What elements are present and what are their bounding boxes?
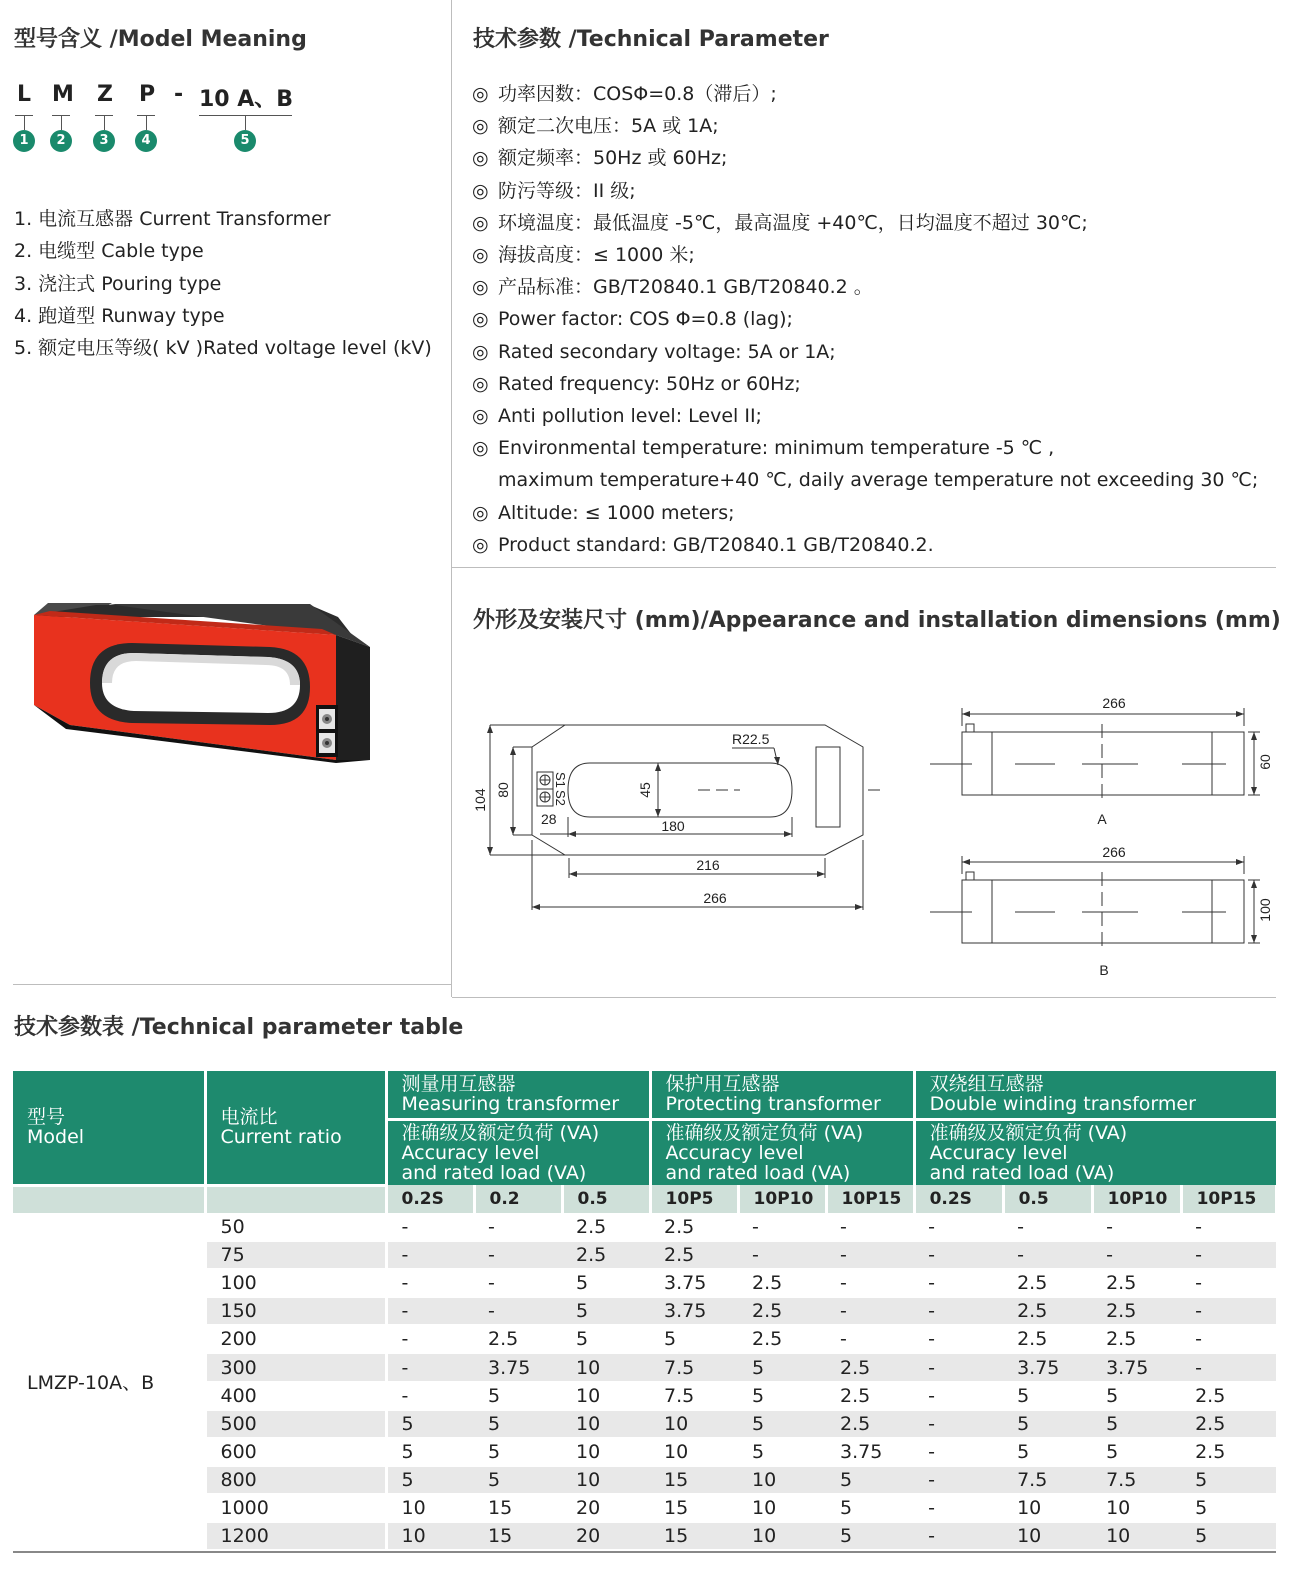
value-cell: 2.5 xyxy=(826,1382,914,1410)
code-connector xyxy=(24,115,25,130)
header-accuracy: 准确级及额定负荷 (VA) Accuracy level and rated load (VA) xyxy=(650,1119,914,1185)
value-cell: 3.75 xyxy=(1092,1353,1181,1381)
parameter-list xyxy=(472,78,1258,561)
dim-label: 28 xyxy=(541,811,557,827)
list-item: 5. 额定电压等级( kV )Rated voltage level (kV) xyxy=(14,337,432,360)
value-cell: 10 xyxy=(738,1494,826,1522)
model-cell: LMZP-10A、B xyxy=(13,1213,205,1550)
value-cell: - xyxy=(1181,1325,1276,1353)
value-cell: 10 xyxy=(650,1410,738,1438)
value-cell: 7.5 xyxy=(650,1353,738,1381)
value-cell: - xyxy=(826,1297,914,1325)
value-cell: 10 xyxy=(650,1438,738,1466)
value-cell: - xyxy=(386,1382,474,1410)
value-cell: 10 xyxy=(562,1466,650,1494)
code-connector xyxy=(61,115,62,130)
value-cell: - xyxy=(474,1241,562,1269)
bullet-icon: ◎ xyxy=(472,405,489,428)
value-cell: - xyxy=(738,1241,826,1269)
bullet-icon: ◎ xyxy=(472,308,489,331)
value-cell: - xyxy=(914,1410,1003,1438)
value-cell: 5 xyxy=(738,1382,826,1410)
model-meaning-list xyxy=(14,203,432,364)
subheader-blank xyxy=(205,1185,386,1213)
bullet-icon: ◎ xyxy=(472,83,489,105)
value-cell: 5 xyxy=(738,1353,826,1381)
value-cell: 3.75 xyxy=(650,1269,738,1297)
value-cell: 15 xyxy=(650,1522,738,1550)
value-cell: 5 xyxy=(562,1269,650,1297)
value-cell: 3.75 xyxy=(474,1353,562,1381)
value-cell: 2.5 xyxy=(1181,1438,1276,1466)
value-cell: 2.5 xyxy=(1003,1269,1092,1297)
list-item: ◎ Altitude: ≤ 1000 meters; xyxy=(472,497,1258,529)
value-cell: - xyxy=(1181,1297,1276,1325)
header-protecting: 保护用互感器 Protecting transformer xyxy=(650,1071,914,1119)
value-cell: - xyxy=(474,1297,562,1325)
bullet-icon: ◎ xyxy=(472,533,489,556)
value-cell: 2.5 xyxy=(826,1353,914,1381)
code-letter: P xyxy=(139,82,156,107)
code-connector xyxy=(104,115,105,130)
value-cell: 15 xyxy=(474,1522,562,1550)
value-cell: - xyxy=(914,1353,1003,1381)
ratio-cell: 75 xyxy=(205,1241,386,1269)
product-image xyxy=(20,595,380,770)
code-letter: M xyxy=(52,82,74,107)
view-label: B xyxy=(1099,962,1109,978)
value-cell: 5 xyxy=(386,1410,474,1438)
section-divider xyxy=(452,997,1276,998)
value-cell: - xyxy=(914,1494,1003,1522)
subheader-cell: 10P15 xyxy=(1181,1185,1276,1213)
index-circle: 3 xyxy=(93,130,115,152)
value-cell: 5 xyxy=(1092,1438,1181,1466)
code-letter: Z xyxy=(97,82,113,107)
value-cell: - xyxy=(914,1297,1003,1325)
bullet-icon: ◎ xyxy=(472,179,489,202)
value-cell: - xyxy=(914,1213,1003,1241)
list-item: ◎ Anti pollution level: Level II; xyxy=(472,400,1258,432)
value-cell: 5 xyxy=(474,1438,562,1466)
model-meaning-title: 型号含义 /Model Meaning xyxy=(14,27,307,52)
index-circle: 1 xyxy=(13,130,35,152)
ratio-cell: 300 xyxy=(205,1353,386,1381)
value-cell: - xyxy=(914,1382,1003,1410)
table-row xyxy=(13,1213,1276,1241)
dim-label: 60 xyxy=(1257,754,1273,770)
value-cell: 10 xyxy=(738,1466,826,1494)
view-label: A xyxy=(1097,811,1107,827)
dim-label: 266 xyxy=(703,890,727,906)
code-letter: - xyxy=(174,82,184,107)
section-divider xyxy=(452,567,1276,568)
value-cell: 5 xyxy=(1003,1410,1092,1438)
value-cell: 5 xyxy=(562,1297,650,1325)
terminal-block xyxy=(816,747,840,827)
value-cell: 5 xyxy=(562,1325,650,1353)
bullet-icon: ◎ xyxy=(472,244,489,267)
code-letter: 10 A、B xyxy=(199,87,294,112)
front-outline xyxy=(532,725,863,855)
subheader-cell: 10P5 xyxy=(650,1185,738,1213)
subheader-cell: 10P10 xyxy=(738,1185,826,1213)
bullet-icon: ◎ xyxy=(472,115,489,138)
ratio-cell: 100 xyxy=(205,1269,386,1297)
section-divider xyxy=(13,984,451,985)
value-cell: 10 xyxy=(386,1522,474,1550)
value-cell: 7.5 xyxy=(650,1382,738,1410)
value-cell: 5 xyxy=(474,1466,562,1494)
bullet-icon: ◎ xyxy=(472,147,489,170)
value-cell: - xyxy=(1181,1269,1276,1297)
list-item: 4. 跑道型 Runway type xyxy=(14,304,225,327)
value-cell: - xyxy=(914,1438,1003,1466)
value-cell: 2.5 xyxy=(1092,1325,1181,1353)
value-cell: - xyxy=(386,1241,474,1269)
table-bottom-rule xyxy=(13,1551,1276,1553)
list-item-continuation: maximum temperature+40 ℃, daily average temperature not exceeding 30 ℃; xyxy=(498,469,1259,492)
value-cell: - xyxy=(738,1213,826,1241)
list-item: ◎ 额定二次电压：5A 或 1A; xyxy=(472,110,1258,142)
code-connector xyxy=(245,115,246,130)
subheader-cell: 10P10 xyxy=(1092,1185,1181,1213)
subheader-cell: 0.5 xyxy=(1003,1185,1092,1213)
value-cell: 2.5 xyxy=(1181,1382,1276,1410)
list-item: ◎ Environmental temperature: minimum temperature -5 ℃ , xyxy=(472,432,1258,464)
value-cell: 10 xyxy=(386,1494,474,1522)
value-cell: - xyxy=(914,1325,1003,1353)
value-cell: - xyxy=(386,1213,474,1241)
value-cell: 10 xyxy=(562,1382,650,1410)
header-double: 双绕组互感器 Double winding transformer xyxy=(914,1071,1276,1119)
header-accuracy: 准确级及额定负荷 (VA) Accuracy level and rated load (VA) xyxy=(914,1119,1276,1185)
dimension-drawing xyxy=(470,690,1290,985)
ratio-cell: 600 xyxy=(205,1438,386,1466)
subheader-cell: 10P15 xyxy=(826,1185,914,1213)
value-cell: - xyxy=(914,1466,1003,1494)
subheader-cell: 0.2S xyxy=(386,1185,474,1213)
value-cell: 2.5 xyxy=(562,1213,650,1241)
value-cell: 20 xyxy=(562,1494,650,1522)
value-cell: 2.5 xyxy=(474,1325,562,1353)
value-cell: 5 xyxy=(826,1494,914,1522)
value-cell: - xyxy=(1003,1213,1092,1241)
table-title: 技术参数表 /Technical parameter table xyxy=(14,1015,464,1040)
value-cell: - xyxy=(1092,1213,1181,1241)
value-cell: - xyxy=(386,1353,474,1381)
column-divider xyxy=(451,0,452,997)
value-cell: 3.75 xyxy=(826,1438,914,1466)
list-item: 2. 电缆型 Cable type xyxy=(14,240,204,263)
dim-label: 216 xyxy=(696,857,720,873)
code-letter: L xyxy=(17,82,32,107)
index-circle: 5 xyxy=(234,130,256,152)
dim-label: 100 xyxy=(1257,898,1273,922)
list-item: ◎ Rated frequency: 50Hz or 60Hz; xyxy=(472,368,1258,400)
bullet-icon: ◎ xyxy=(472,276,489,299)
list-item: ◎ Rated secondary voltage: 5A or 1A; xyxy=(472,336,1258,368)
value-cell: 2.5 xyxy=(562,1241,650,1269)
terminal-label: S1 xyxy=(553,772,568,788)
dim-label: 266 xyxy=(1102,844,1126,860)
value-cell: 5 xyxy=(474,1382,562,1410)
value-cell: 5 xyxy=(1092,1382,1181,1410)
index-circle: 2 xyxy=(50,130,72,152)
value-cell: - xyxy=(826,1213,914,1241)
value-cell: 5 xyxy=(474,1410,562,1438)
value-cell: 2.5 xyxy=(1181,1410,1276,1438)
list-item: 3. 浇注式 Pouring type xyxy=(14,272,222,295)
value-cell: 5 xyxy=(386,1438,474,1466)
value-cell: 3.75 xyxy=(650,1297,738,1325)
ratio-cell: 1200 xyxy=(205,1522,386,1550)
value-cell: 10 xyxy=(1092,1522,1181,1550)
bullet-icon: ◎ xyxy=(472,372,489,395)
ratio-cell: 150 xyxy=(205,1297,386,1325)
terminal-label: S2 xyxy=(553,790,568,806)
value-cell: 10 xyxy=(562,1410,650,1438)
value-cell: 20 xyxy=(562,1522,650,1550)
value-cell: 5 xyxy=(1003,1438,1092,1466)
value-cell: - xyxy=(914,1522,1003,1550)
value-cell: 2.5 xyxy=(738,1269,826,1297)
value-cell: 2.5 xyxy=(1092,1297,1181,1325)
value-cell: 5 xyxy=(1181,1466,1276,1494)
list-item: ◎ Power factor: COS Φ=0.8 (lag); xyxy=(472,303,1258,335)
value-cell: 10 xyxy=(562,1353,650,1381)
value-cell: 5 xyxy=(738,1438,826,1466)
value-cell: 5 xyxy=(738,1410,826,1438)
value-cell: - xyxy=(386,1325,474,1353)
list-item: ◎ 功率因数：COSΦ=0.8（滞后）; xyxy=(472,78,1258,110)
value-cell: - xyxy=(1181,1241,1276,1269)
dim-label: 180 xyxy=(661,818,685,834)
list-item: ◎ 防污等级：II 级; xyxy=(472,175,1258,207)
value-cell: 2.5 xyxy=(1003,1297,1092,1325)
value-cell: 5 xyxy=(826,1522,914,1550)
bullet-icon: ◎ xyxy=(472,437,489,460)
dim-label: 266 xyxy=(1102,695,1126,711)
code-connector xyxy=(146,115,147,130)
value-cell: 15 xyxy=(650,1494,738,1522)
value-cell: 5 xyxy=(1003,1382,1092,1410)
bullet-icon: ◎ xyxy=(472,340,489,363)
value-cell: 2.5 xyxy=(738,1297,826,1325)
index-circle: 4 xyxy=(135,130,157,152)
value-cell: - xyxy=(826,1325,914,1353)
value-cell: 2.5 xyxy=(1003,1325,1092,1353)
value-cell: 5 xyxy=(1181,1522,1276,1550)
subheader-cell: 0.2 xyxy=(474,1185,562,1213)
value-cell: 7.5 xyxy=(1092,1466,1181,1494)
dim-label: 104 xyxy=(472,788,488,812)
header-measuring: 测量用互感器 Measuring transformer xyxy=(386,1071,650,1119)
value-cell: 10 xyxy=(562,1438,650,1466)
header-model: 型号 Model xyxy=(13,1071,205,1185)
value-cell: 5 xyxy=(386,1466,474,1494)
value-cell: 10 xyxy=(1003,1494,1092,1522)
value-cell: 2.5 xyxy=(650,1241,738,1269)
value-cell: - xyxy=(1181,1353,1276,1381)
dimensions-title: 外形及安装尺寸 (mm)/Appearance and installation dimensions (mm) xyxy=(473,608,1281,633)
bullet-icon: ◎ xyxy=(472,211,489,234)
value-cell: - xyxy=(914,1269,1003,1297)
value-cell: - xyxy=(474,1269,562,1297)
value-cell: - xyxy=(1003,1241,1092,1269)
value-cell: 15 xyxy=(650,1466,738,1494)
ratio-cell: 800 xyxy=(205,1466,386,1494)
value-cell: 2.5 xyxy=(738,1325,826,1353)
list-item: ◎ 环境温度：最低温度 -5℃，最高温度 +40℃，日均温度不超过 30℃; xyxy=(472,207,1258,239)
value-cell: - xyxy=(1092,1241,1181,1269)
value-cell: 10 xyxy=(1003,1522,1092,1550)
technical-parameter-title: 技术参数 /Technical Parameter xyxy=(473,27,829,52)
value-cell: 5 xyxy=(1092,1410,1181,1438)
value-cell: 5 xyxy=(650,1325,738,1353)
ratio-cell: 200 xyxy=(205,1325,386,1353)
value-cell: 2.5 xyxy=(1092,1269,1181,1297)
subheader-blank xyxy=(13,1185,205,1213)
value-cell: 10 xyxy=(738,1522,826,1550)
value-cell: - xyxy=(826,1241,914,1269)
value-cell: - xyxy=(386,1269,474,1297)
side-view-a xyxy=(930,708,1260,802)
value-cell: - xyxy=(826,1269,914,1297)
list-item: ◎ 产品标准：GB/T20840.1 GB/T20840.2 。 xyxy=(472,271,1258,303)
value-cell: 5 xyxy=(1181,1494,1276,1522)
subheader-cell: 0.5 xyxy=(562,1185,650,1213)
dim-label: 45 xyxy=(637,782,653,798)
parameter-table xyxy=(13,1071,1278,1551)
ratio-cell: 1000 xyxy=(205,1494,386,1522)
value-cell: 5 xyxy=(826,1466,914,1494)
value-cell: 2.5 xyxy=(650,1213,738,1241)
value-cell: 7.5 xyxy=(1003,1466,1092,1494)
subheader-cell: 0.2S xyxy=(914,1185,1003,1213)
ratio-cell: 500 xyxy=(205,1410,386,1438)
ratio-cell: 400 xyxy=(205,1382,386,1410)
value-cell: - xyxy=(914,1241,1003,1269)
bullet-icon: ◎ xyxy=(472,501,489,524)
value-cell: - xyxy=(474,1213,562,1241)
value-cell: - xyxy=(386,1297,474,1325)
ratio-cell: 50 xyxy=(205,1213,386,1241)
value-cell: - xyxy=(1181,1213,1276,1241)
list-item: ◎ 额定频率：50Hz 或 60Hz; xyxy=(472,142,1258,174)
dim-label: 80 xyxy=(495,782,511,798)
value-cell: 2.5 xyxy=(826,1410,914,1438)
header-ratio: 电流比 Current ratio xyxy=(205,1071,386,1185)
side-view-b xyxy=(930,856,1260,952)
value-cell: 3.75 xyxy=(1003,1353,1092,1381)
list-item: ◎ Product standard: GB/T20840.1 GB/T20840.2. xyxy=(472,529,1258,561)
radius-label: R22.5 xyxy=(732,731,770,747)
value-cell: 10 xyxy=(1092,1494,1181,1522)
window-outline xyxy=(568,763,792,817)
list-item: 1. 电流互感器 Current Transformer xyxy=(14,208,331,230)
value-cell: 15 xyxy=(474,1494,562,1522)
list-item: ◎ 海拔高度：≤ 1000 米; xyxy=(472,239,1258,271)
header-accuracy: 准确级及额定负荷 (VA) Accuracy level and rated load (VA) xyxy=(386,1119,650,1185)
